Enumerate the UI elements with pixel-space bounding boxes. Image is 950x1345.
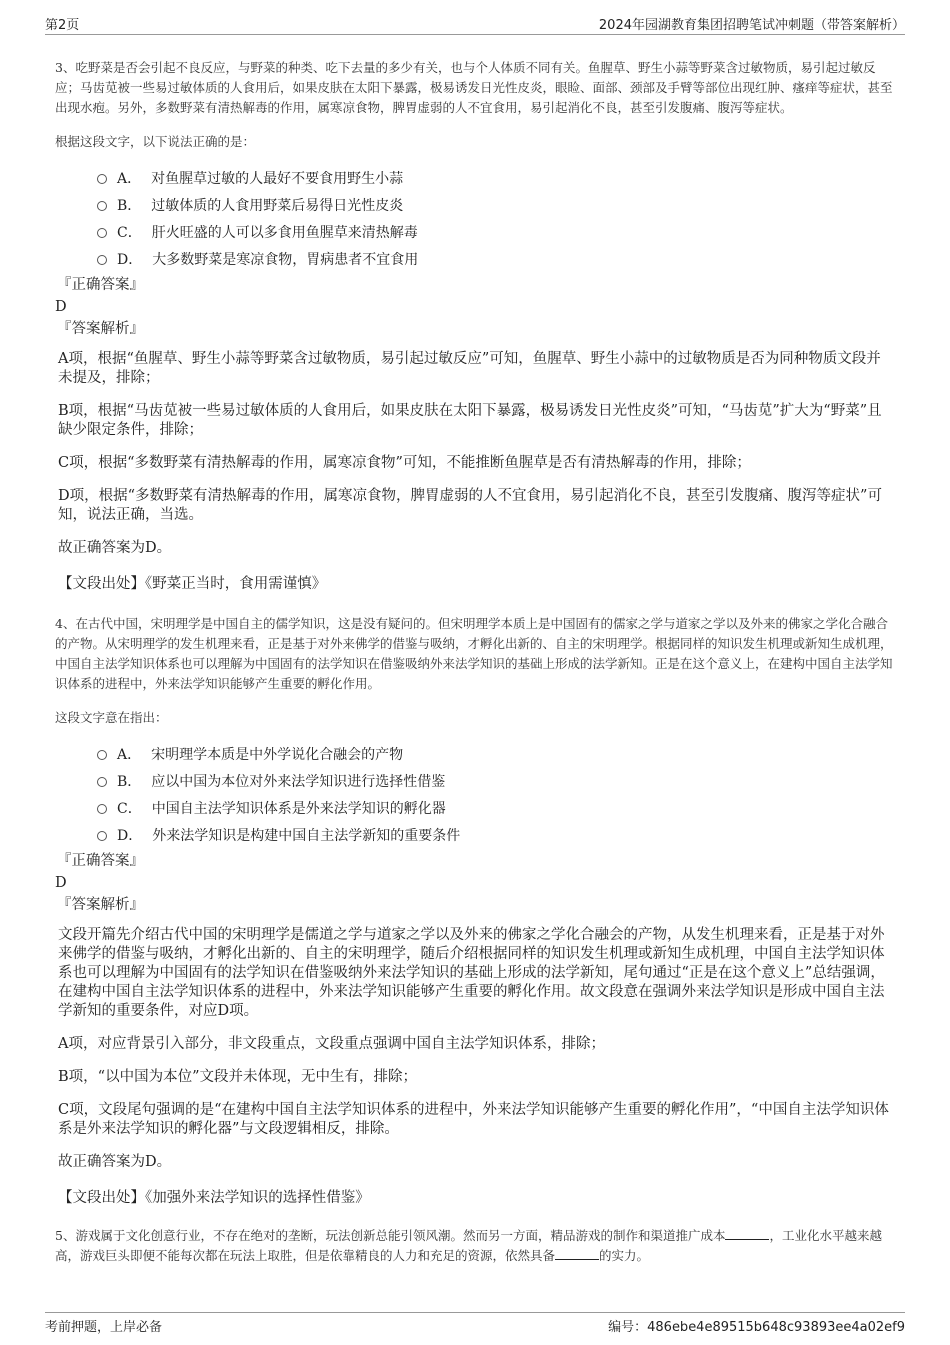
radio-icon[interactable] (97, 228, 107, 238)
document-title: 2024年园湖教育集团招聘笔试冲刺题（带答案解析） (598, 18, 905, 33)
analysis-header: 『答案解析』 (57, 321, 144, 337)
question-prompt: 这段文字意在指出： (55, 710, 168, 725)
option-c[interactable]: C． 中国自主法学知识体系是外来法学知识的孵化器 (97, 796, 895, 823)
source-citation: 【文段出处】《加强外来法学知识的选择性借鉴》 (58, 1190, 370, 1206)
option-a[interactable]: A． 对鱼腥草过敏的人最好不要食用野生小蒜 (97, 166, 895, 193)
analysis-paragraph: A项，对应背景引入部分，非文段重点，文段重点强调中国自主法学知识体系，排除； (58, 1036, 605, 1052)
page-number: 第2页 (45, 18, 80, 33)
answer-header: 『正确答案』 (57, 853, 144, 869)
option-b[interactable]: B． 应以中国为本位对外来法学知识进行选择性借鉴 (97, 769, 895, 796)
answer-value: D (55, 299, 67, 315)
analysis-paragraph: B项，根据“马齿苋被一些易过敏体质的人食用后，如果皮肤在太阳下暴露，极易诱发日光性皮炎”可知，“马齿苋”扩大为“野菜”且缺少限定条件，排除； (58, 403, 882, 438)
question-text: 3、吃野菜是否会引起不良反应，与野菜的种类、吃下去量的多少有关，也与个人体质不同有关。鱼腥草、野生小蒜等野菜含过敏物质，易引起过敏反应；马齿苋被一些易过敏体质的人食用后，如果皮肤在太阳下暴露，极易诱发日光性皮炎，眼睑、面部、颈部及手臂等部位出现红肿、瘙痒等症状，甚至出现水疱。另外，多数野菜有清热解毒的作用，属寒凉食物，脾胃虚弱的人不宜食用，易引起消化不良，甚至引发腹痛、腹泻等症状。 (55, 60, 893, 115)
options-list (97, 742, 895, 850)
analysis-paragraph: A项，根据“鱼腥草、野生小蒜等野菜含过敏物质，易引起过敏反应”可知，鱼腥草、野生小蒜中的过敏物质是否为同种物质文段并未提及，排除； (58, 351, 881, 386)
question-5 (55, 1226, 895, 1266)
radio-icon[interactable] (97, 201, 107, 211)
analysis-paragraph: D项，根据“多数野菜有清热解毒的作用，属寒凉食物，脾胃虚弱的人不宜食用，易引起消化不良，甚至引发腹痛、腹泻等症状”可知，说法正确，当选。 (58, 488, 882, 523)
page-header (45, 14, 905, 35)
question-text: 4、在古代中国，宋明理学是中国自主的儒学知识，这是没有疑问的。但宋明理学本质上是中国固有的儒家之学与道家之学以及外来的佛家之学化合融合的产物。从宋明理学的发生机理来看，正是基于对外来佛学的借鉴与吸纳，才孵化出新的、自主的宋明理学。根据同样的知识发生机理或新知生成机理，中国自主法学知识体系也可以理解为中国固有的法学知识在借鉴吸纳外来法学知识的基础上形成的法学新知。正是在这个意义上，在建构中国自主法学知识体系的进程中，外来法学知识能够产生重要的孵化作用。 (55, 616, 893, 691)
analysis-conclusion: 故正确答案为D。 (58, 1154, 172, 1170)
option-c[interactable]: C． 肝火旺盛的人可以多食用鱼腥草来清热解毒 (97, 220, 895, 247)
radio-icon[interactable] (97, 174, 107, 184)
option-a[interactable]: A． 宋明理学本质是中外学说化合融会的产物 (97, 742, 895, 769)
radio-icon[interactable] (97, 255, 107, 265)
analysis-paragraph: B项，“以中国为本位”文段并未体现，无中生有，排除； (58, 1069, 417, 1085)
radio-icon[interactable] (97, 750, 107, 760)
option-d[interactable]: D． 大多数野菜是寒凉食物，胃病患者不宜食用 (97, 247, 895, 274)
option-d[interactable]: D． 外来法学知识是构建中国自主法学新知的重要条件 (97, 823, 895, 850)
answer-header: 『正确答案』 (57, 277, 144, 293)
option-b[interactable]: B． 过敏体质的人食用野菜后易得日光性皮炎 (97, 193, 895, 220)
options-list (97, 166, 895, 274)
footer-slogan: 考前押题，上岸必备 (45, 1320, 163, 1335)
analysis-paragraph: 文段开篇先介绍古代中国的宋明理学是儒道之学与道家之学以及外来的佛家之学化合融会的产物，从发生机理来看，正是基于对外来佛学的借鉴与吸纳，才孵化出新的、自主的宋明理学，随后介绍根据同样的知识发生机理或新知生成机理，中国自主法学知识体系也可以理解为中国固有的法学知识在借鉴吸纳外来法学知识的基础上形成的法学新知，尾句通过“正是在这个意义上”总结强调，在建构中国自主法学知识体系的进程中，外来法学知识能够产生重要的孵化作用。故文段意在强调外来法学知识是形成中国自主法学新知的重要条件，对应D项。 (58, 927, 885, 1019)
question-prompt: 根据这段文字，以下说法正确的是： (55, 134, 256, 149)
radio-icon[interactable] (97, 831, 107, 841)
fill-blank (555, 1247, 599, 1260)
source-citation: 【文段出处】《野菜正当时，食用需谨慎》 (58, 576, 327, 592)
question-4 (55, 614, 895, 1208)
answer-value: D (55, 875, 67, 891)
radio-icon[interactable] (97, 777, 107, 787)
analysis-paragraph: C项，文段尾句强调的是“在建构中国自主法学知识体系的进程中，外来法学知识能够产生重要的孵化作用”，“中国自主法学知识体系是外来法学知识的孵化器”与文段逻辑相反，排除。 (58, 1102, 889, 1137)
analysis-conclusion: 故正确答案为D。 (58, 540, 172, 556)
document-id: 编号：486ebe4e89515b648c93893ee4a02ef9 (608, 1320, 905, 1335)
analysis-paragraph: C项，根据“多数野菜有清热解毒的作用，属寒凉食物”可知，不能推断鱼腥草是否有清热解毒的作用，排除； (58, 455, 751, 471)
page-content (55, 58, 895, 1280)
analysis-header: 『答案解析』 (57, 897, 144, 913)
fill-blank (725, 1227, 769, 1240)
radio-icon[interactable] (97, 804, 107, 814)
question-text: 5、游戏属于文化创意行业，不存在绝对的垄断，玩法创新总能引领风潮。然而另一方面，精品游戏的制作和渠道推广成本 ，工业化水平越来越高，游戏巨头即便不能每次都在玩法上取胜，但是依靠精良的人力和充足的资源，依然具备 的实力。 (55, 1228, 882, 1263)
page-footer (45, 1312, 905, 1336)
question-3 (55, 58, 895, 594)
